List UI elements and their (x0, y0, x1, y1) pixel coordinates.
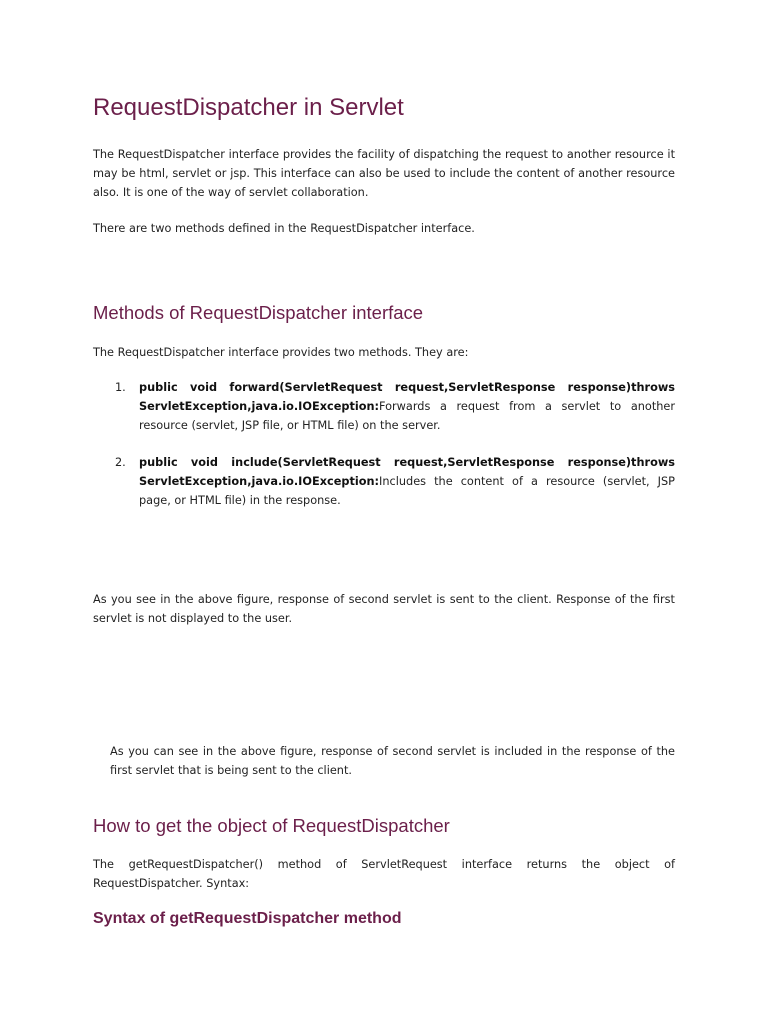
intro-paragraph: The RequestDispatcher interface provides the facility of dispatching the request to another resource it may be html, servlet or jsp. This interface can also be used to include the content of another resource also. It is one of the way of servlet collaboration. (93, 148, 675, 199)
get-object-heading: How to get the object of RequestDispatcher (93, 815, 450, 836)
method-signature-forward: public void forward(ServletRequest request,ServletResponse response)throws ServletException,java.io.IOException: (139, 381, 675, 413)
method-description-forward: Forwards a request from a servlet to another resource (servlet, JSP file, or HTML file) on the server. (139, 400, 675, 432)
method-signature-include: public void include(ServletRequest request,ServletResponse response)throws ServletException,java.io.IOException: (139, 456, 675, 488)
forward-figure-note: As you see in the above figure, response of second servlet is sent to the client. Response of the first servlet is not displayed to the user. (93, 593, 675, 625)
methods-count-paragraph: There are two methods defined in the RequestDispatcher interface. (93, 222, 475, 235)
method-description-include: Includes the content of a resource (servlet, JSP page, or HTML file) in the response. (139, 475, 675, 507)
list-item-text (139, 378, 675, 435)
page-title: RequestDispatcher in Servlet (93, 94, 404, 121)
get-object-paragraph: The getRequestDispatcher() method of ServletRequest interface returns the object of RequestDispatcher. Syntax: (93, 858, 675, 890)
syntax-heading: Syntax of getRequestDispatcher method (93, 910, 402, 927)
methods-heading: Methods of RequestDispatcher interface (93, 302, 424, 323)
methods-intro-paragraph: The RequestDispatcher interface provides two methods. They are: (93, 346, 469, 359)
list-item-number: 2. (115, 456, 126, 469)
include-figure-note: As you can see in the above figure, response of second servlet is included in the response of the first servlet that is being sent to the client. (110, 745, 675, 777)
list-item-text (139, 453, 675, 510)
list-item-number: 1. (115, 381, 126, 394)
